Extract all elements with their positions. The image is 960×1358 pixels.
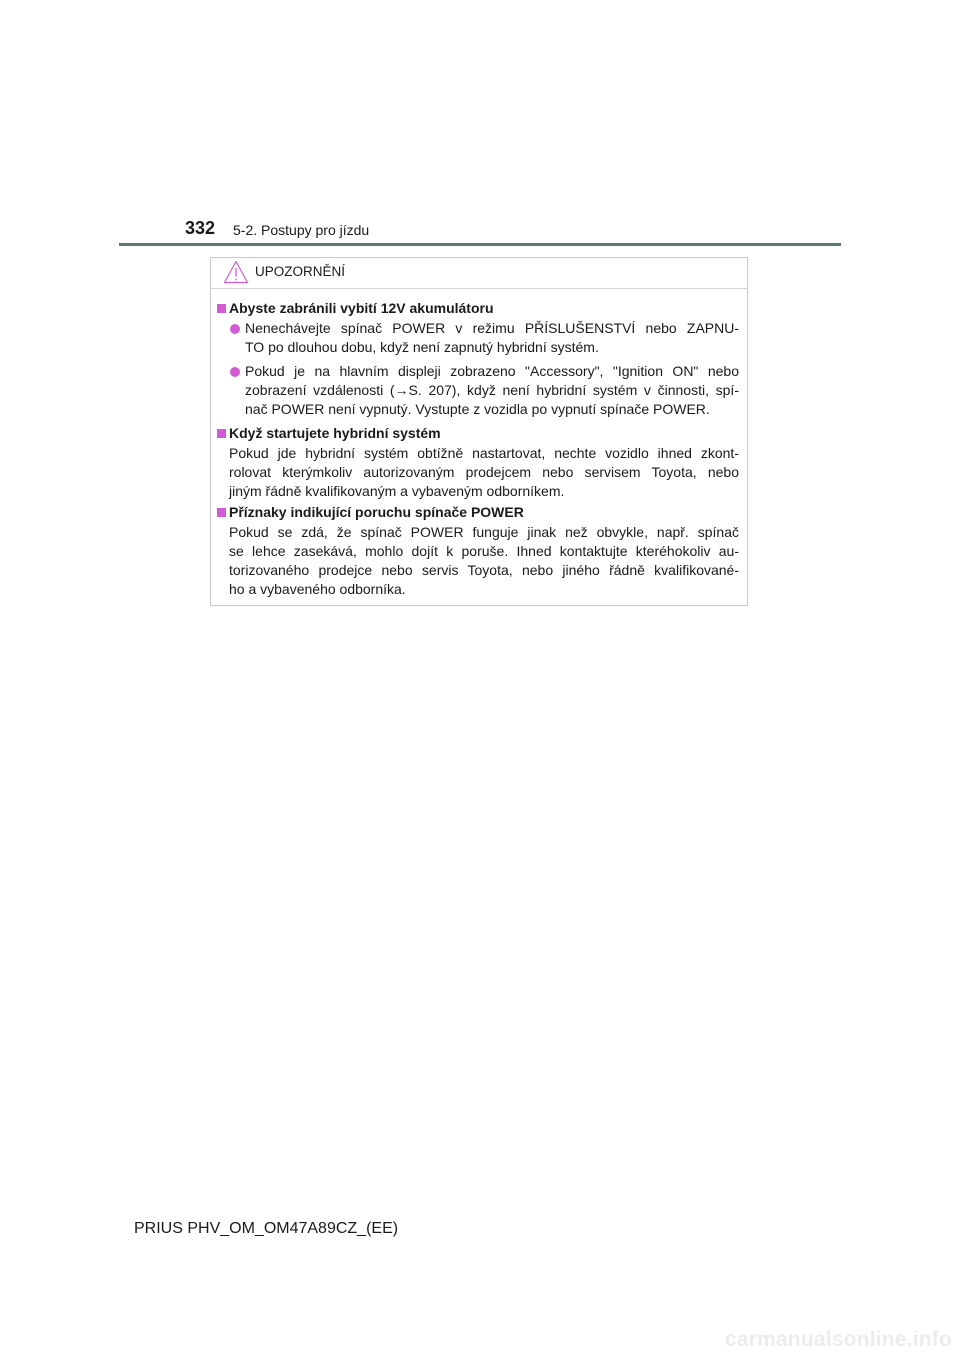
text-line: TO po dlouhou dobu, když není zapnutý hybridní systém. bbox=[245, 339, 599, 355]
section-heading bbox=[216, 503, 739, 522]
text-line: nač POWER není vypnutý. Vystupte z vozidla po vypnutí spínače POWER. bbox=[245, 401, 710, 417]
warning-header bbox=[211, 258, 747, 289]
section-heading-text: Když startujete hybridní systém bbox=[229, 425, 441, 441]
bullet-item bbox=[216, 319, 739, 357]
text-line: zobrazení vzdálenosti (→S. 207), když není hybridní systém v činnosti, spí- bbox=[245, 382, 739, 398]
warning-title: UPOZORNĚNÍ bbox=[255, 264, 346, 279]
text-line: rolovat kterýmkoliv autorizovaným prodejcem nebo servisem Toyota, nebo bbox=[229, 464, 739, 480]
warning-triangle-icon bbox=[223, 260, 249, 284]
text-line: torizovaného prodejce nebo servis Toyota, nebo jiného řádně kvalifikované- bbox=[229, 562, 739, 578]
text-line: se lehce zasekává, mohlo dojít k poruše. Ihned kontaktujte kteréhokoliv au- bbox=[229, 543, 739, 559]
warning-box bbox=[210, 257, 748, 606]
square-bullet-icon bbox=[217, 429, 226, 438]
round-bullet-icon bbox=[230, 324, 240, 334]
section-heading bbox=[216, 424, 739, 443]
watermark: carmanualsonline.info bbox=[724, 1328, 952, 1351]
text-line: Pokud je na hlavním displeji zobrazeno "Accessory", "Ignition ON" nebo bbox=[245, 363, 739, 379]
section-heading-text: Příznaky indikující poruchu spínače POWER bbox=[229, 504, 524, 520]
square-bullet-icon bbox=[217, 508, 226, 517]
square-bullet-icon bbox=[217, 304, 226, 313]
section-title: 5-2. Postupy pro jízdu bbox=[233, 222, 370, 238]
page-number: 332 bbox=[185, 218, 216, 238]
text-line: Pokud jde hybridní systém obtížně nastartovat, nechte vozidlo ihned zkont- bbox=[229, 445, 739, 461]
document-code: PRIUS PHV_OM_OM47A89CZ_(EE) bbox=[134, 1220, 399, 1237]
text-line: Nenechávejte spínač POWER v režimu PŘÍSLUŠENSTVÍ nebo ZAPNU- bbox=[245, 320, 739, 336]
text-line: ho a vybaveného odborníka. bbox=[229, 581, 406, 597]
warning-body bbox=[211, 289, 747, 599]
round-bullet-icon bbox=[230, 367, 240, 377]
section-heading bbox=[216, 299, 739, 318]
text-line: jiným řádně kvalifikovaným a vybaveným odborníkem. bbox=[229, 483, 565, 499]
paragraph bbox=[216, 523, 739, 599]
header-rule bbox=[119, 243, 841, 246]
section-heading-text: Abyste zabránili vybití 12V akumulátoru bbox=[229, 300, 494, 316]
text-line: Pokud se zdá, že spínač POWER funguje jinak než obvykle, např. spínač bbox=[229, 524, 739, 540]
bullet-item bbox=[216, 362, 739, 419]
paragraph bbox=[216, 444, 739, 501]
